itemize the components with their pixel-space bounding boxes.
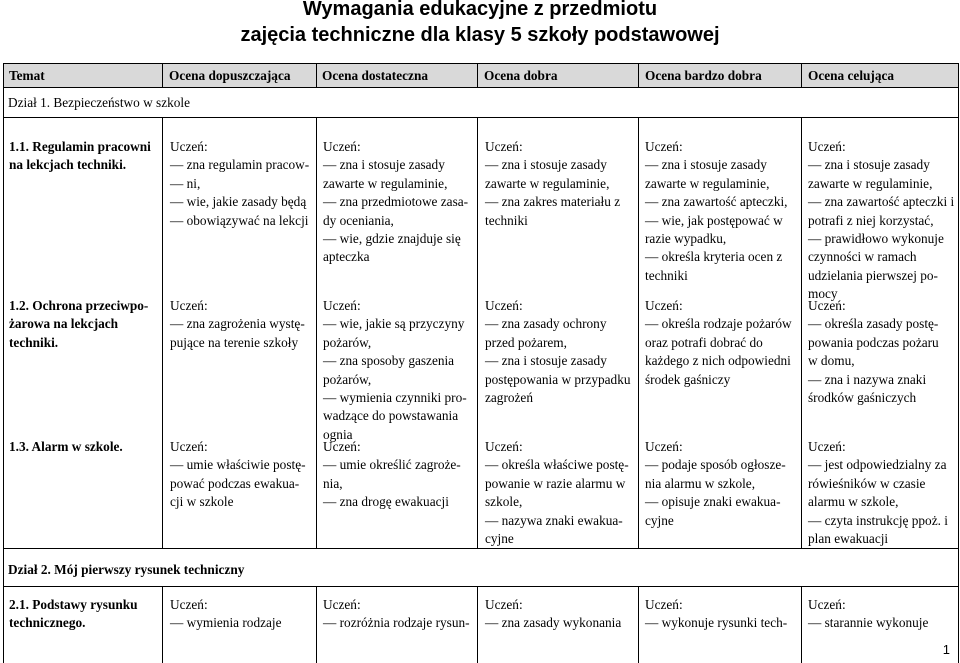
- uczen-label: Uczeń:: [323, 139, 361, 154]
- uczen-label: Uczeń:: [170, 439, 208, 454]
- uczen-label: Uczeń:: [645, 139, 683, 154]
- uczen-label: Uczeń:: [485, 597, 523, 612]
- requirement-cell: Uczeń: — zna i stosuje zasady zawarte w regulaminie, — zna zawartość apteczki, — wie, jak postępować w razie wypadku, — określa kryteria ocen z techniki: [645, 139, 788, 283]
- rule: [3, 117, 958, 118]
- rule: [3, 63, 4, 663]
- requirement-cell: Uczeń: — wykonuje rysunki tech-: [645, 597, 788, 631]
- requirement-cell: Uczeń: — zna zasady ochrony przed pożarem, — zna i stosuje zasady postępowania w przypadku zagrożeń: [485, 298, 631, 405]
- rule: [316, 117, 317, 548]
- requirement-cell: Uczeń: — zna i stosuje zasady zawarte w regulaminie, — zna zawartość apteczki i potrafi z niej korzystać, — prawidłowo wykonuje czynności w ramach udzielania pierwszej po- mocy: [808, 139, 955, 302]
- document-title-line2: zajęcia techniczne dla klasy 5 szkoły podstawowej: [240, 24, 720, 46]
- uczen-label: Uczeń:: [323, 439, 361, 454]
- uczen-label: Uczeń:: [323, 298, 361, 313]
- rule: [162, 63, 163, 87]
- requirement-cell: Uczeń: — zna zasady wykonania: [485, 597, 622, 631]
- rule: [3, 586, 958, 587]
- uczen-label: Uczeń:: [170, 298, 208, 313]
- rule: [801, 117, 802, 548]
- rule: [801, 586, 802, 663]
- header-dopuszczajaca: Ocena dopuszczająca: [169, 68, 291, 83]
- topic-1-1: 1.1. Regulamin pracowni na lekcjach techniki.: [9, 139, 151, 173]
- uczen-label: Uczeń:: [808, 439, 846, 454]
- topic-2-1: 2.1. Podstawy rysunku technicznego.: [9, 597, 138, 631]
- topic-1-3: 1.3. Alarm w szkole.: [9, 439, 123, 454]
- uczen-label: Uczeń:: [808, 597, 846, 612]
- uczen-label: Uczeń:: [645, 439, 683, 454]
- rule: [958, 63, 959, 663]
- rule: [638, 586, 639, 663]
- header-celujaca: Ocena celująca: [808, 68, 895, 83]
- requirement-cell: Uczeń: — podaje sposób ogłosze- nia alarmu w szkole, — opisuje znaki ewakua- cyjne: [645, 439, 786, 528]
- uczen-label: Uczeń:: [170, 597, 208, 612]
- header-dobra: Ocena dobra: [484, 68, 558, 83]
- rule: [162, 117, 163, 548]
- uczen-label: Uczeń:: [645, 597, 683, 612]
- requirement-cell: Uczeń: — zna zagrożenia wystę- pujące na terenie szkoły: [170, 298, 305, 350]
- rule: [638, 63, 639, 87]
- requirement-cell: Uczeń: — rozróżnia rodzaje rysun-: [323, 597, 470, 631]
- requirement-cell: Uczeń: — zna regulamin pracow- — ni, — wie, jakie zasady będą — obowiązywać na lekcji: [170, 139, 310, 228]
- section-heading-2: Dział 2. Mój pierwszy rysunek techniczny: [8, 562, 245, 577]
- uczen-label: Uczeń:: [170, 139, 208, 154]
- requirement-cell: Uczeń: — wymienia rodzaje: [170, 597, 282, 631]
- rule: [801, 63, 802, 87]
- header-temat: Temat: [9, 68, 45, 83]
- rule: [316, 63, 317, 87]
- rule: [638, 117, 639, 548]
- requirement-cell: Uczeń: — wie, jakie są przyczyny pożarów, — zna sposoby gaszenia pożarów, — wymienia czynniki pro- wadzące do powstawania ognia: [323, 298, 467, 442]
- requirement-cell: Uczeń: — jest odpowiedzialny za rówieśników w czasie alarmu w szkole, — czyta instrukcję ppoż. i plan ewakuacji: [808, 439, 948, 546]
- header-dostateczna: Ocena dostateczna: [322, 68, 428, 83]
- uczen-label: Uczeń:: [485, 139, 523, 154]
- requirement-cell: Uczeń: — określa zasady postę- powania podczas pożaru w domu, — zna i nazywa znaki środków gaśniczych: [808, 298, 939, 405]
- rule: [477, 63, 478, 87]
- page-number: 1: [942, 641, 950, 657]
- uczen-label: Uczeń:: [808, 139, 846, 154]
- rule: [3, 87, 958, 88]
- uczen-label: Uczeń:: [485, 439, 523, 454]
- document-title-line1: Wymagania edukacyjne z przedmiotu: [302, 0, 658, 20]
- section-heading-1: Dział 1. Bezpieczeństwo w szkole: [8, 95, 191, 110]
- requirement-cell: Uczeń: — umie określić zagroże- nia, — zna drogę ewakuacji: [323, 439, 461, 510]
- rule: [316, 586, 317, 663]
- rule: [477, 117, 478, 548]
- uczen-label: Uczeń:: [485, 298, 523, 313]
- requirement-cell: Uczeń: — starannie wykonuje: [808, 597, 929, 631]
- requirement-cell: Uczeń: — zna i stosuje zasady zawarte w regulaminie, — zna zakres materiału z techniki: [485, 139, 621, 228]
- uczen-label: Uczeń:: [645, 298, 683, 313]
- requirement-cell: Uczeń: — określa rodzaje pożarów oraz potrafi dobrać do każdego z nich odpowiedni środek gaśniczy: [645, 298, 792, 387]
- requirement-cell: Uczeń: — umie właściwie postę- pować podczas ewakua- cji w szkole: [170, 439, 306, 510]
- uczen-label: Uczeń:: [808, 298, 846, 313]
- rule: [477, 586, 478, 663]
- rule: [162, 586, 163, 663]
- uczen-label: Uczeń:: [323, 597, 361, 612]
- requirement-cell: Uczeń: — określa właściwe postę- powanie w razie alarmu w szkole, — nazywa znaki ewakua- cyjne: [485, 439, 629, 546]
- header-bardzo-dobra: Ocena bardzo dobra: [645, 68, 762, 83]
- rule: [3, 63, 958, 64]
- requirement-cell: Uczeń: — zna i stosuje zasady zawarte w regulaminie, — zna przedmiotowe zasa- dy oceniania, — wie, gdzie znajduje się apteczka: [323, 139, 469, 265]
- topic-1-2: 1.2. Ochrona przeciwpo- żarowa na lekcjach techniki.: [9, 298, 149, 350]
